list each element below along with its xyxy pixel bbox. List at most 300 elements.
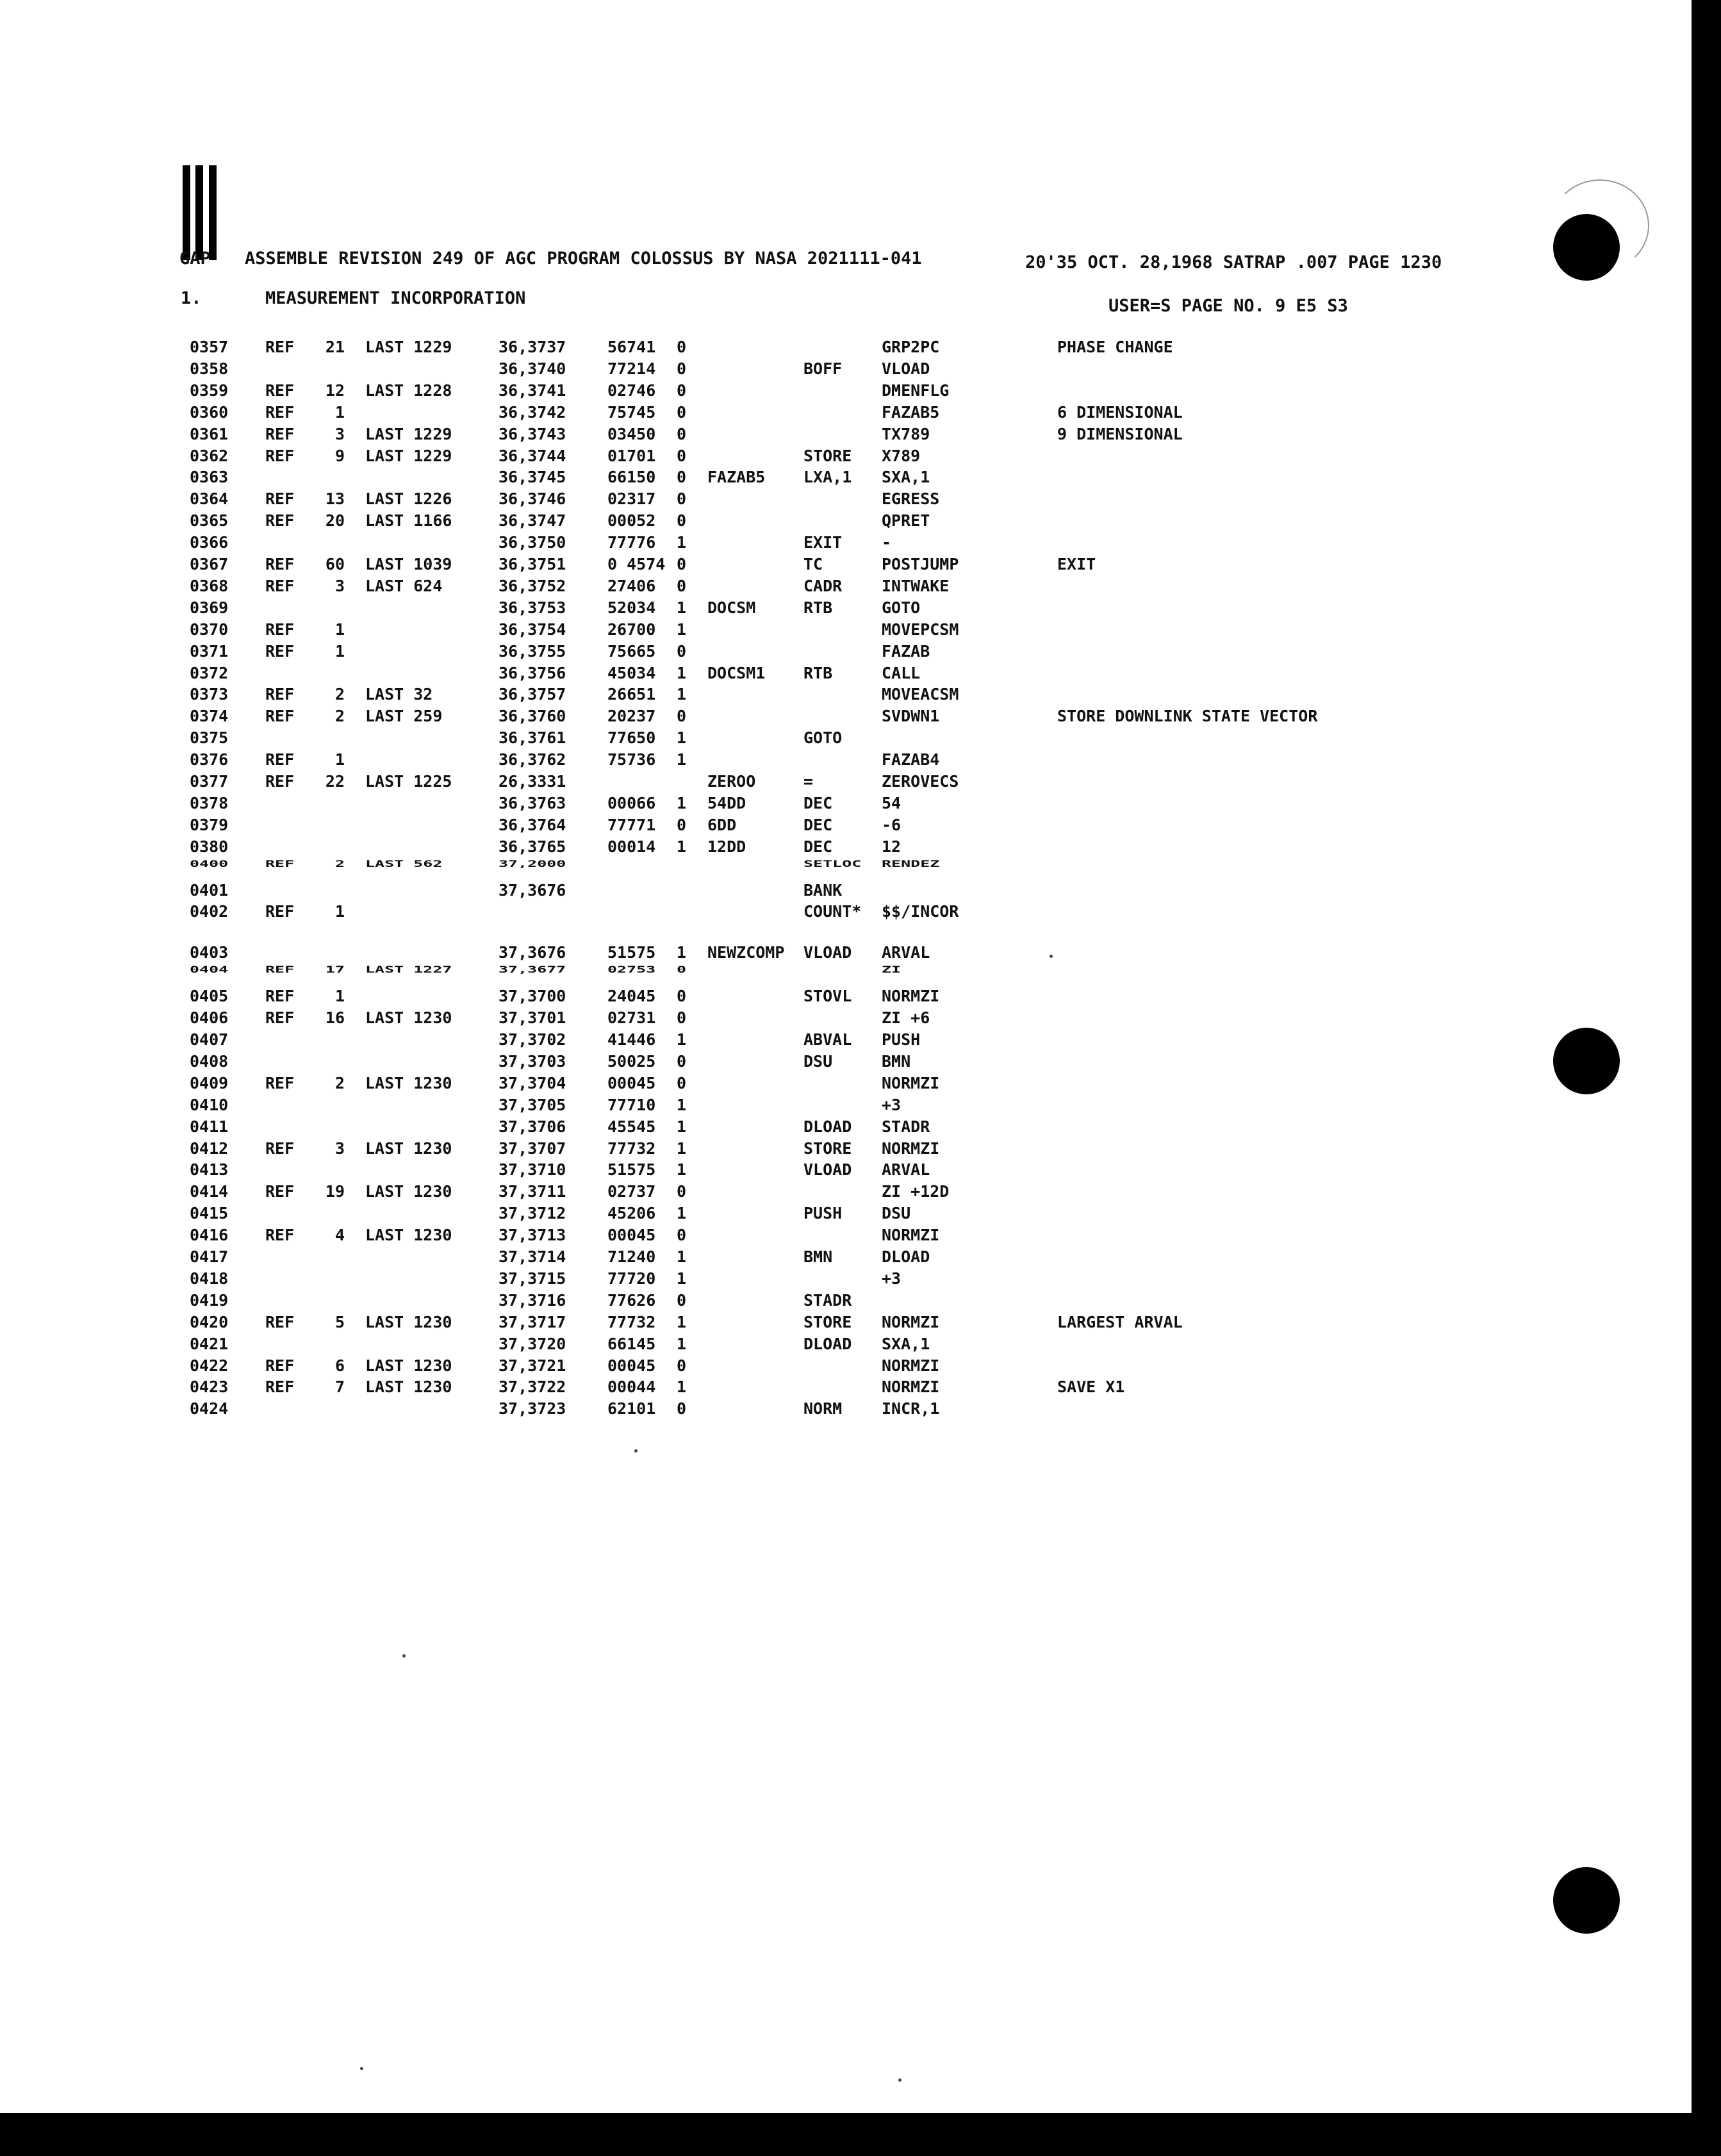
row-last: LAST 1230 [365, 1226, 452, 1245]
row-addr: 37,3723 [498, 1399, 566, 1419]
listing-row [0, 402, 1692, 423]
row-word: 00045 [607, 1226, 656, 1245]
row-p: 1 [677, 533, 687, 552]
row-op: BOFF [803, 359, 843, 378]
row-line: 0370 [190, 620, 229, 639]
row-op: STOVL [803, 987, 852, 1006]
row-addr: 36,3763 [498, 793, 566, 812]
row-last: LAST 1230 [365, 1378, 452, 1397]
row-label: NEWZCOMP [707, 943, 785, 962]
row-n: 20 [325, 511, 345, 531]
row-last: LAST 1227 [365, 964, 452, 975]
listing-row [0, 1030, 1692, 1050]
row-label: DOCSM1 [707, 663, 766, 682]
row-word: 66145 [607, 1334, 656, 1353]
row-operand: X789 [882, 446, 921, 465]
row-rep: REF [265, 1356, 295, 1375]
row-word: 01701 [607, 446, 656, 465]
row-p: 0 [677, 1073, 687, 1092]
row-addr: 37,3716 [498, 1290, 566, 1310]
row-last: LAST 259 [365, 707, 443, 726]
print-speck [1050, 955, 1053, 958]
row-p: 0 [677, 446, 687, 465]
row-p: 0 [677, 1226, 687, 1245]
row-p: 0 [677, 1399, 687, 1419]
row-p: 1 [677, 750, 687, 769]
row-addr: 37,3720 [498, 1334, 566, 1353]
row-n: 22 [325, 772, 345, 791]
row-rep: REF [265, 964, 295, 975]
listing-row [0, 880, 1692, 901]
row-n: 3 [334, 424, 345, 443]
row-operand: +3 [882, 1095, 902, 1114]
row-line: 0402 [190, 902, 229, 921]
row-operand: NORMZI [882, 1312, 940, 1331]
row-word: 00066 [607, 793, 656, 812]
row-rep: REF [265, 987, 295, 1006]
row-word: 56741 [607, 338, 656, 356]
row-op: VLOAD [803, 1160, 852, 1180]
row-p: 0 [677, 359, 687, 378]
section-number: 1. [181, 288, 202, 308]
row-word: 02731 [607, 1008, 656, 1028]
row-line: 0403 [190, 943, 229, 962]
row-line: 0417 [190, 1247, 229, 1266]
row-line: 0367 [190, 555, 229, 573]
listing-row [0, 532, 1692, 553]
row-p: 1 [677, 728, 687, 748]
listing-row [0, 1095, 1692, 1115]
margin-bar-mark [209, 165, 217, 260]
listing-row [0, 728, 1692, 748]
row-p: 1 [677, 598, 687, 617]
row-last: LAST 1226 [365, 490, 452, 509]
row-operand: ARVAL [882, 943, 930, 962]
row-word: 77732 [607, 1312, 656, 1331]
row-line: 0380 [190, 837, 229, 856]
row-line: 0363 [190, 468, 229, 487]
row-word: 26651 [607, 685, 656, 704]
row-op: EXIT [803, 533, 843, 552]
row-n: 19 [325, 1182, 345, 1201]
row-p: 1 [677, 620, 687, 639]
row-line: 0359 [190, 381, 229, 400]
row-operand: VLOAD [882, 359, 930, 378]
row-line: 0421 [190, 1334, 229, 1353]
listing-row [0, 964, 1692, 976]
row-operand: GOTO [882, 598, 921, 617]
row-operand: EGRESS [882, 490, 940, 509]
row-line: 0423 [190, 1378, 229, 1397]
row-p: 0 [677, 576, 687, 595]
row-op: LXA,1 [803, 468, 852, 487]
listing-row [0, 641, 1692, 662]
row-word: 26700 [607, 620, 656, 639]
row-word: 77710 [607, 1095, 656, 1114]
row-operand: NORMZI [882, 987, 940, 1006]
listing-row [0, 1334, 1692, 1354]
date-page-header: 20'35 OCT. 28,1968 SATRAP .007 PAGE 1230 [1025, 252, 1442, 272]
row-addr: 36,3737 [498, 338, 566, 356]
row-n: 1 [334, 402, 345, 422]
listing-row [0, 1399, 1692, 1419]
row-last: LAST 562 [365, 859, 443, 869]
row-operand: NORMZI [882, 1378, 940, 1397]
listing-row [0, 771, 1692, 792]
row-operand: BMN [882, 1051, 911, 1071]
row-operand: FAZAB4 [882, 750, 940, 769]
listing-row [0, 750, 1692, 770]
row-line: 0368 [190, 576, 229, 595]
row-rep: REF [265, 576, 295, 595]
row-addr: 36,3743 [498, 424, 566, 443]
row-addr: 37,3712 [498, 1204, 566, 1223]
row-operand: CALL [882, 663, 921, 682]
row-operand: QPRET [882, 511, 930, 531]
listing-row [0, 837, 1692, 857]
row-addr: 37,3701 [498, 1008, 566, 1028]
row-n: 2 [334, 707, 345, 726]
row-line: 0409 [190, 1073, 229, 1092]
row-rep: REF [265, 707, 295, 726]
row-p: 1 [677, 1117, 687, 1136]
row-word: 24045 [607, 987, 656, 1006]
listing-row [0, 1203, 1692, 1224]
row-p: 1 [677, 1312, 687, 1331]
row-addr: 36,3747 [498, 511, 566, 531]
listing-row [0, 620, 1692, 640]
row-addr: 36,3740 [498, 359, 566, 378]
row-op: DSU [803, 1051, 833, 1071]
row-p: 0 [677, 511, 687, 531]
row-word: 77214 [607, 359, 656, 378]
row-line: 0373 [190, 685, 229, 704]
row-last: LAST 1230 [365, 1008, 452, 1028]
row-last: LAST 1228 [365, 381, 452, 400]
print-speck [360, 2067, 363, 2070]
row-comment: 9 DIMENSIONAL [1057, 424, 1183, 443]
row-addr: 36,3764 [498, 815, 566, 834]
row-comment: LARGEST ARVAL [1057, 1312, 1183, 1331]
row-line: 0366 [190, 533, 229, 552]
row-operand: SXA,1 [882, 468, 930, 487]
row-addr: 37,3705 [498, 1095, 566, 1114]
row-last: LAST 1230 [365, 1073, 452, 1092]
listing-row [0, 1225, 1692, 1246]
row-n: 4 [334, 1226, 345, 1245]
listing-row [0, 942, 1692, 963]
row-p: 1 [677, 1269, 687, 1288]
row-addr: 37,3711 [498, 1182, 566, 1201]
row-op: GOTO [803, 728, 843, 748]
listing-row [0, 489, 1692, 509]
row-p: 1 [677, 1160, 687, 1180]
listing-row [0, 598, 1692, 618]
row-addr: 37,3702 [498, 1030, 566, 1049]
row-line: 0411 [190, 1117, 229, 1136]
row-word: 00044 [607, 1378, 656, 1397]
row-addr: 37,2000 [498, 859, 566, 869]
row-line: 0424 [190, 1399, 229, 1419]
row-line: 0416 [190, 1226, 229, 1245]
row-rep: REF [265, 685, 295, 704]
listing-row [0, 1377, 1692, 1397]
row-p: 1 [677, 1247, 687, 1266]
row-word: 77650 [607, 728, 656, 748]
row-word: 02753 [607, 964, 656, 975]
print-speck [898, 2078, 902, 2082]
row-word: 45545 [607, 1117, 656, 1136]
row-rep: REF [265, 641, 295, 661]
row-p: 0 [677, 1182, 687, 1201]
listing-row [0, 1073, 1692, 1094]
row-addr: 37,3704 [498, 1073, 566, 1092]
row-addr: 36,3755 [498, 641, 566, 661]
row-op: SETLOC [803, 859, 862, 869]
row-last: LAST 624 [365, 576, 443, 595]
row-n: 17 [325, 964, 345, 975]
row-addr: 36,3756 [498, 663, 566, 682]
row-operand: INCR,1 [882, 1399, 940, 1419]
row-label: ZEROO [707, 772, 756, 791]
row-line: 0407 [190, 1030, 229, 1049]
listing-row [0, 986, 1692, 1007]
row-word: 66150 [607, 468, 656, 487]
print-speck [634, 1449, 638, 1452]
row-op: DLOAD [803, 1334, 852, 1353]
row-n: 1 [334, 641, 345, 661]
row-operand: NORMZI [882, 1356, 940, 1375]
row-n: 16 [325, 1008, 345, 1028]
row-line: 0358 [190, 359, 229, 378]
row-line: 0365 [190, 511, 229, 531]
row-word: 00052 [607, 511, 656, 531]
row-word: 45034 [607, 663, 656, 682]
row-line: 0401 [190, 880, 229, 900]
row-operand: ZI [882, 964, 902, 975]
row-line: 0408 [190, 1051, 229, 1071]
row-p: 0 [677, 964, 687, 975]
row-word: 02737 [607, 1182, 656, 1201]
row-line: 0372 [190, 663, 229, 682]
row-addr: 37,3713 [498, 1226, 566, 1245]
row-word: 50025 [607, 1051, 656, 1071]
row-rep: REF [265, 511, 295, 531]
row-addr: 36,3744 [498, 446, 566, 465]
row-operand: POSTJUMP [882, 555, 959, 573]
row-word: 77732 [607, 1139, 656, 1158]
row-addr: 37,3706 [498, 1117, 566, 1136]
row-line: 0419 [190, 1290, 229, 1310]
row-line: 0364 [190, 490, 229, 509]
listing-row [0, 1117, 1692, 1137]
row-operand: FAZAB [882, 641, 930, 661]
row-line: 0410 [190, 1095, 229, 1114]
row-line: 0406 [190, 1008, 229, 1028]
row-last: LAST 1229 [365, 424, 452, 443]
row-label: 54DD [707, 793, 746, 812]
row-word: 71240 [607, 1247, 656, 1266]
row-n: 2 [334, 685, 345, 704]
row-p: 1 [677, 943, 687, 962]
row-word: 77720 [607, 1269, 656, 1288]
row-word: 51575 [607, 1160, 656, 1180]
row-addr: 36,3754 [498, 620, 566, 639]
row-p: 1 [677, 663, 687, 682]
row-line: 0420 [190, 1312, 229, 1331]
row-line: 0361 [190, 424, 229, 443]
row-addr: 36,3751 [498, 555, 566, 573]
row-word: 0 4574 [607, 555, 666, 573]
listing-row [0, 663, 1692, 684]
row-p: 0 [677, 424, 687, 443]
row-addr: 37,3714 [498, 1247, 566, 1266]
punch-hole [1553, 214, 1620, 281]
row-operand: DSU [882, 1204, 911, 1223]
row-rep: REF [265, 1073, 295, 1092]
row-rep: REF [265, 1226, 295, 1245]
row-word: 00045 [607, 1356, 656, 1375]
row-operand: TX789 [882, 424, 930, 443]
row-operand: - [882, 533, 892, 552]
punch-hole [1553, 1867, 1620, 1934]
row-p: 0 [677, 987, 687, 1006]
row-line: 0422 [190, 1356, 229, 1375]
listing-row [0, 706, 1692, 727]
row-line: 0371 [190, 641, 229, 661]
row-addr: 36,3765 [498, 837, 566, 856]
row-line: 0415 [190, 1204, 229, 1223]
row-comment: PHASE CHANGE [1057, 338, 1173, 356]
row-n: 60 [325, 555, 345, 573]
row-rep: REF [265, 1182, 295, 1201]
row-operand: NORMZI [882, 1226, 940, 1245]
row-operand: ZEROVECS [882, 772, 959, 791]
row-word: 62101 [607, 1399, 656, 1419]
row-operand: ARVAL [882, 1160, 930, 1180]
row-op: DEC [803, 815, 833, 834]
row-n: 1 [334, 620, 345, 639]
listing-row [0, 1008, 1692, 1028]
listing-row [0, 1181, 1692, 1202]
row-word: 02317 [607, 490, 656, 509]
row-label: FAZAB5 [707, 468, 766, 487]
row-n: 1 [334, 987, 345, 1006]
row-operand: INTWAKE [882, 576, 950, 595]
row-op: TC [803, 555, 823, 573]
listing-row [0, 359, 1692, 379]
row-addr: 37,3710 [498, 1160, 566, 1180]
row-n: 1 [334, 902, 345, 921]
row-p: 1 [677, 1139, 687, 1158]
row-operand: MOVEACSM [882, 685, 959, 704]
row-word: 00045 [607, 1073, 656, 1092]
row-last: LAST 32 [365, 685, 433, 704]
row-addr: 36,3760 [498, 707, 566, 726]
row-p: 0 [677, 555, 687, 573]
row-n: 5 [334, 1312, 345, 1331]
row-operand: STADR [882, 1117, 930, 1136]
row-op: STORE [803, 1312, 852, 1331]
row-rep: REF [265, 402, 295, 422]
row-word: 41446 [607, 1030, 656, 1049]
row-operand: DLOAD [882, 1247, 930, 1266]
row-p: 0 [677, 490, 687, 509]
row-n: 9 [334, 446, 345, 465]
row-p: 0 [677, 338, 687, 356]
row-op: RTB [803, 663, 833, 682]
row-n: 13 [325, 490, 345, 509]
row-p: 1 [677, 1030, 687, 1049]
row-p: 0 [677, 1008, 687, 1028]
row-last: LAST 1230 [365, 1312, 452, 1331]
row-last: LAST 1039 [365, 555, 452, 573]
row-comment: SAVE X1 [1057, 1378, 1125, 1397]
row-operand: RENDEZ [882, 859, 940, 869]
listing-row [0, 1269, 1692, 1289]
row-addr: 37,3703 [498, 1051, 566, 1071]
row-p: 0 [677, 468, 687, 487]
row-rep: REF [265, 338, 295, 356]
row-rep: REF [265, 750, 295, 769]
row-word: 20237 [607, 707, 656, 726]
user-page-info: USER=S PAGE NO. 9 E5 S3 [1108, 296, 1348, 316]
row-n: 1 [334, 750, 345, 769]
section-title: MEASUREMENT INCORPORATION [265, 288, 526, 308]
row-operand: +3 [882, 1269, 902, 1288]
row-line: 0418 [190, 1269, 229, 1288]
row-n: 12 [325, 381, 345, 400]
row-addr: 37,3676 [498, 943, 566, 962]
row-rep: REF [265, 620, 295, 639]
row-last: LAST 1166 [365, 511, 452, 531]
row-operand: 12 [882, 837, 902, 856]
row-addr: 36,3753 [498, 598, 566, 617]
row-last: LAST 1229 [365, 446, 452, 465]
row-last: LAST 1230 [365, 1139, 452, 1158]
row-operand: NORMZI [882, 1139, 940, 1158]
row-p: 0 [677, 1051, 687, 1071]
row-line: 0377 [190, 772, 229, 791]
listing-row [0, 1290, 1692, 1311]
row-line: 0376 [190, 750, 229, 769]
row-addr: 37,3707 [498, 1139, 566, 1158]
row-p: 0 [677, 1356, 687, 1375]
row-op: BMN [803, 1247, 833, 1266]
listing-row [0, 1160, 1692, 1180]
listing-row [0, 554, 1692, 575]
row-operand: NORMZI [882, 1073, 940, 1092]
row-rep: REF [265, 772, 295, 791]
row-line: 0375 [190, 728, 229, 748]
row-p: 1 [677, 1378, 687, 1397]
row-addr: 36,3742 [498, 402, 566, 422]
row-p: 1 [677, 1095, 687, 1114]
row-n: 2 [334, 859, 345, 869]
row-addr: 36,3746 [498, 490, 566, 509]
row-op: COUNT* [803, 902, 862, 921]
row-word: 77776 [607, 533, 656, 552]
listing-row [0, 1051, 1692, 1072]
row-label: DOCSM [707, 598, 756, 617]
row-p: 0 [677, 707, 687, 726]
row-label: 6DD [707, 815, 737, 834]
row-addr: 36,3761 [498, 728, 566, 748]
row-op: VLOAD [803, 943, 852, 962]
row-label: 12DD [707, 837, 746, 856]
row-addr: 37,3676 [498, 880, 566, 900]
row-rep: REF [265, 859, 295, 869]
